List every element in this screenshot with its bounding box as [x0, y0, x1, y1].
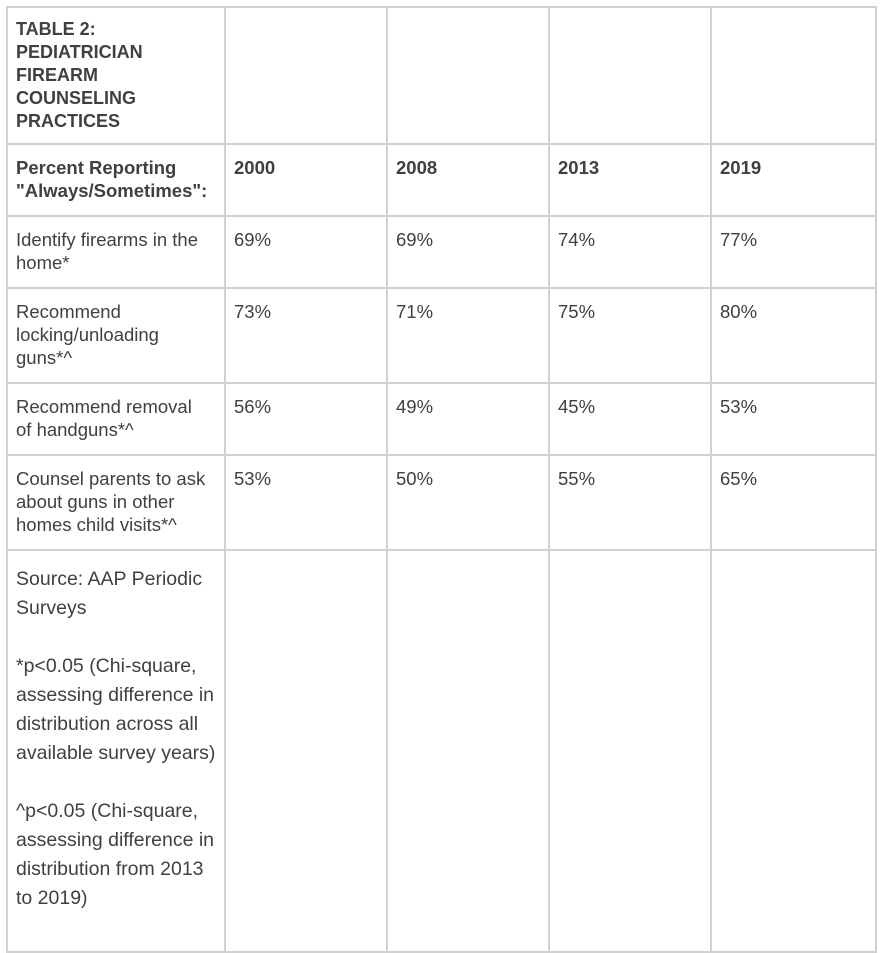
header-year-2019: 2019	[711, 144, 876, 216]
empty-cell	[387, 550, 549, 952]
row-value: 45%	[549, 383, 711, 455]
table-row	[7, 216, 876, 288]
table-row	[7, 288, 876, 383]
row-value: 77%	[711, 216, 876, 288]
row-label: Recommend locking/unloading guns*^	[7, 288, 225, 383]
header-year-2000: 2000	[225, 144, 387, 216]
table-title-cell	[7, 7, 225, 144]
row-value: 71%	[387, 288, 549, 383]
table-title-row	[7, 7, 876, 144]
row-value: 55%	[549, 455, 711, 550]
row-value: 53%	[225, 455, 387, 550]
empty-cell	[549, 7, 711, 144]
row-value: 69%	[387, 216, 549, 288]
row-value: 50%	[387, 455, 549, 550]
empty-cell	[225, 550, 387, 952]
header-year-2008: 2008	[387, 144, 549, 216]
row-value: 80%	[711, 288, 876, 383]
empty-cell	[387, 7, 549, 144]
empty-cell	[549, 550, 711, 952]
significance-note-all-years: *p<0.05 (Chi-square,	[16, 655, 197, 677]
firearm-counseling-table	[6, 6, 877, 953]
table-header-row	[7, 144, 876, 216]
row-value: 53%	[711, 383, 876, 455]
row-value: 74%	[549, 216, 711, 288]
row-label: Counsel parents to ask about guns in other homes child visits*^	[7, 455, 225, 550]
row-value: 56%	[225, 383, 387, 455]
empty-cell	[711, 550, 876, 952]
row-value: 75%	[549, 288, 711, 383]
header-year-2013: 2013	[549, 144, 711, 216]
row-value: 73%	[225, 288, 387, 383]
table-notes: Source: AAP Periodic Surveys *p<0.05 (Chi-square, assessing difference in distribution across all available survey years) ^p<0.05 (Chi-square, assessing difference in distribution from 2013 to 2019)	[7, 550, 225, 952]
empty-cell	[711, 7, 876, 144]
table-title: TABLE 2: PEDIATRICIAN FIREARM COUNSELING PRACTICES	[16, 19, 143, 131]
table-row	[7, 383, 876, 455]
table-notes-row	[7, 550, 876, 952]
significance-note-2013-2019: ^p<0.05 (Chi-square,	[16, 800, 199, 822]
source-note: Source: AAP Periodic	[16, 568, 203, 590]
empty-cell	[225, 7, 387, 144]
row-value: 65%	[711, 455, 876, 550]
row-value: 69%	[225, 216, 387, 288]
row-value: 49%	[387, 383, 549, 455]
header-label: Percent Reporting "Always/Sometimes":	[7, 144, 225, 216]
table-row	[7, 455, 876, 550]
row-label: Recommend removal of handguns*^	[7, 383, 225, 455]
row-label: Identify firearms in the home*	[7, 216, 225, 288]
